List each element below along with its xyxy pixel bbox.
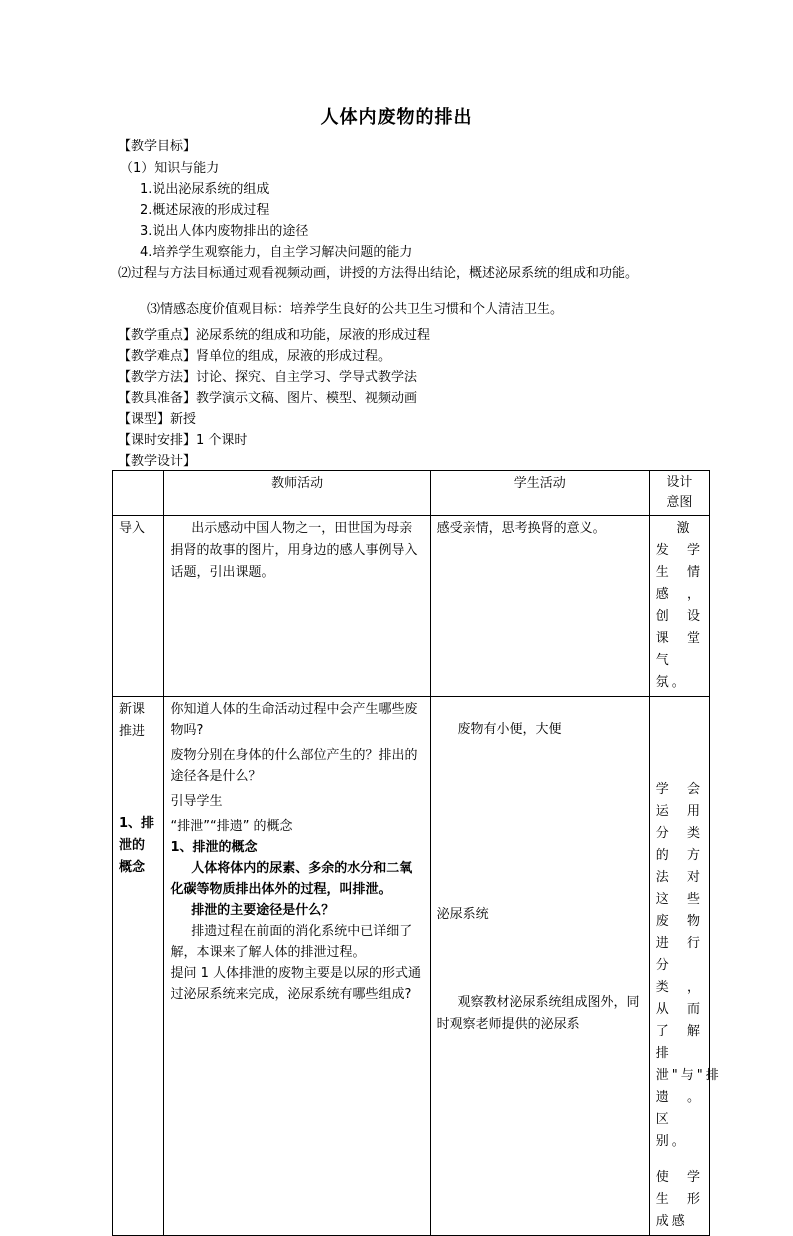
- lesson-hours: 【课时安排】1 个课时: [118, 433, 248, 448]
- stage-label: 新课推进: [119, 702, 146, 739]
- knowledge-item: 4.培养学生观察能力，自主学习解决问题的能力: [140, 245, 413, 260]
- teacher-activity-cell: [164, 697, 430, 1236]
- intent-text: 使学生形成感: [655, 1170, 703, 1229]
- table-row: [113, 516, 710, 697]
- stage-cell: [113, 697, 164, 1236]
- teaching-methods: 【教学方法】讨论、探究、自主学习、学导式教学法: [118, 370, 418, 385]
- header-teacher-cell: 教师活动: [164, 471, 430, 516]
- design-heading: 【教学设计】: [118, 454, 197, 469]
- intent-cell: [649, 697, 722, 1236]
- teacher-question: 废物分别在身体的什么部位产生的？排出的途径各是什么？: [170, 748, 418, 784]
- teacher-note: 排遗过程在前面的消化系统中已详细了解，本课来了解人体的排泄过程。: [170, 924, 413, 960]
- concept-heading: 1、排泄的概念: [170, 840, 258, 855]
- knowledge-item: 3.说出人体内废物排出的途径: [140, 224, 309, 239]
- teacher-intro-text: 出示感动中国人物之一，田世国为母亲捐肾的故事的图片，用身边的感人事例导入话题，引出课题。: [170, 521, 418, 580]
- excretion-definition: 人体将体内的尿素、多余的水分和二氧化碳等物质排出体外的过程，叫排泄。: [170, 861, 413, 897]
- intent-text: 激发学生情感，创设课堂气氛。: [655, 521, 703, 690]
- process-objective: ⑵过程与方法目标通过观看视频动画，讲授的方法得出结论，概述泌尿系统的组成和功能。: [118, 266, 639, 281]
- page-title: 人体内废物的排出: [320, 107, 473, 128]
- student-answer: 废物有小便，大便: [457, 722, 562, 737]
- knowledge-heading: （1）知识与能力: [120, 161, 220, 176]
- intent-text: 学会运用分类的方法对这些废物进行分类，从而了解排泄"与"排遗。区别。: [655, 782, 722, 1149]
- table-row: [113, 697, 710, 1236]
- teacher-activity-cell: [164, 516, 430, 697]
- stage-cell: 导入: [113, 516, 164, 697]
- main-route-question: 排泄的主要途径是什么？: [191, 903, 335, 918]
- sub-stage-label: 1、排泄的概念: [119, 816, 155, 875]
- teacher-guide: 引导学生: [170, 794, 223, 809]
- lesson-type: 【课型】新授: [118, 412, 197, 427]
- emotion-objective: ⑶情感态度价值观目标：培养学生良好的公共卫生习惯和个人清洁卫生。: [147, 302, 564, 317]
- knowledge-item: 1.说出泌尿系统的组成: [140, 182, 270, 197]
- intent-cell: [649, 516, 709, 697]
- student-observation: 观察教材泌尿系统组成图外，同时观察老师提供的泌尿系: [436, 995, 640, 1032]
- teaching-design-table: [112, 470, 722, 1236]
- knowledge-item: 2.概述尿液的形成过程: [140, 203, 270, 218]
- header-intent-line: 意图: [666, 495, 693, 510]
- teacher-question: 你知道人体的生命活动过程中会产生哪些废物吗?: [170, 702, 418, 738]
- table-header-row: [113, 471, 710, 516]
- header-student-cell: 学生活动: [430, 471, 649, 516]
- student-answer: 泌尿系统: [436, 907, 489, 922]
- teaching-aids: 【教具准备】教学演示文稿、图片、模型、视频动画: [118, 391, 418, 406]
- header-intent-line: 设计: [666, 475, 693, 490]
- student-activity-cell: [430, 697, 649, 1236]
- difficult-points: 【教学难点】肾单位的组成，尿液的形成过程。: [118, 349, 392, 364]
- objectives-heading: 【教学目标】: [118, 139, 197, 154]
- header-intent-cell: [649, 471, 709, 516]
- student-activity-cell: 感受亲情，思考换肾的意义。: [430, 516, 649, 697]
- header-stage-cell: [113, 471, 164, 516]
- key-points: 【教学重点】泌尿系统的组成和功能，尿液的形成过程: [118, 328, 431, 343]
- teacher-ask: 提问 1 人体排泄的废物主要是以尿的形式通过泌尿系统来完成，泌尿系统有哪些组成?: [170, 966, 422, 1002]
- concept-line: “排泄”“排遗” 的概念: [170, 819, 293, 834]
